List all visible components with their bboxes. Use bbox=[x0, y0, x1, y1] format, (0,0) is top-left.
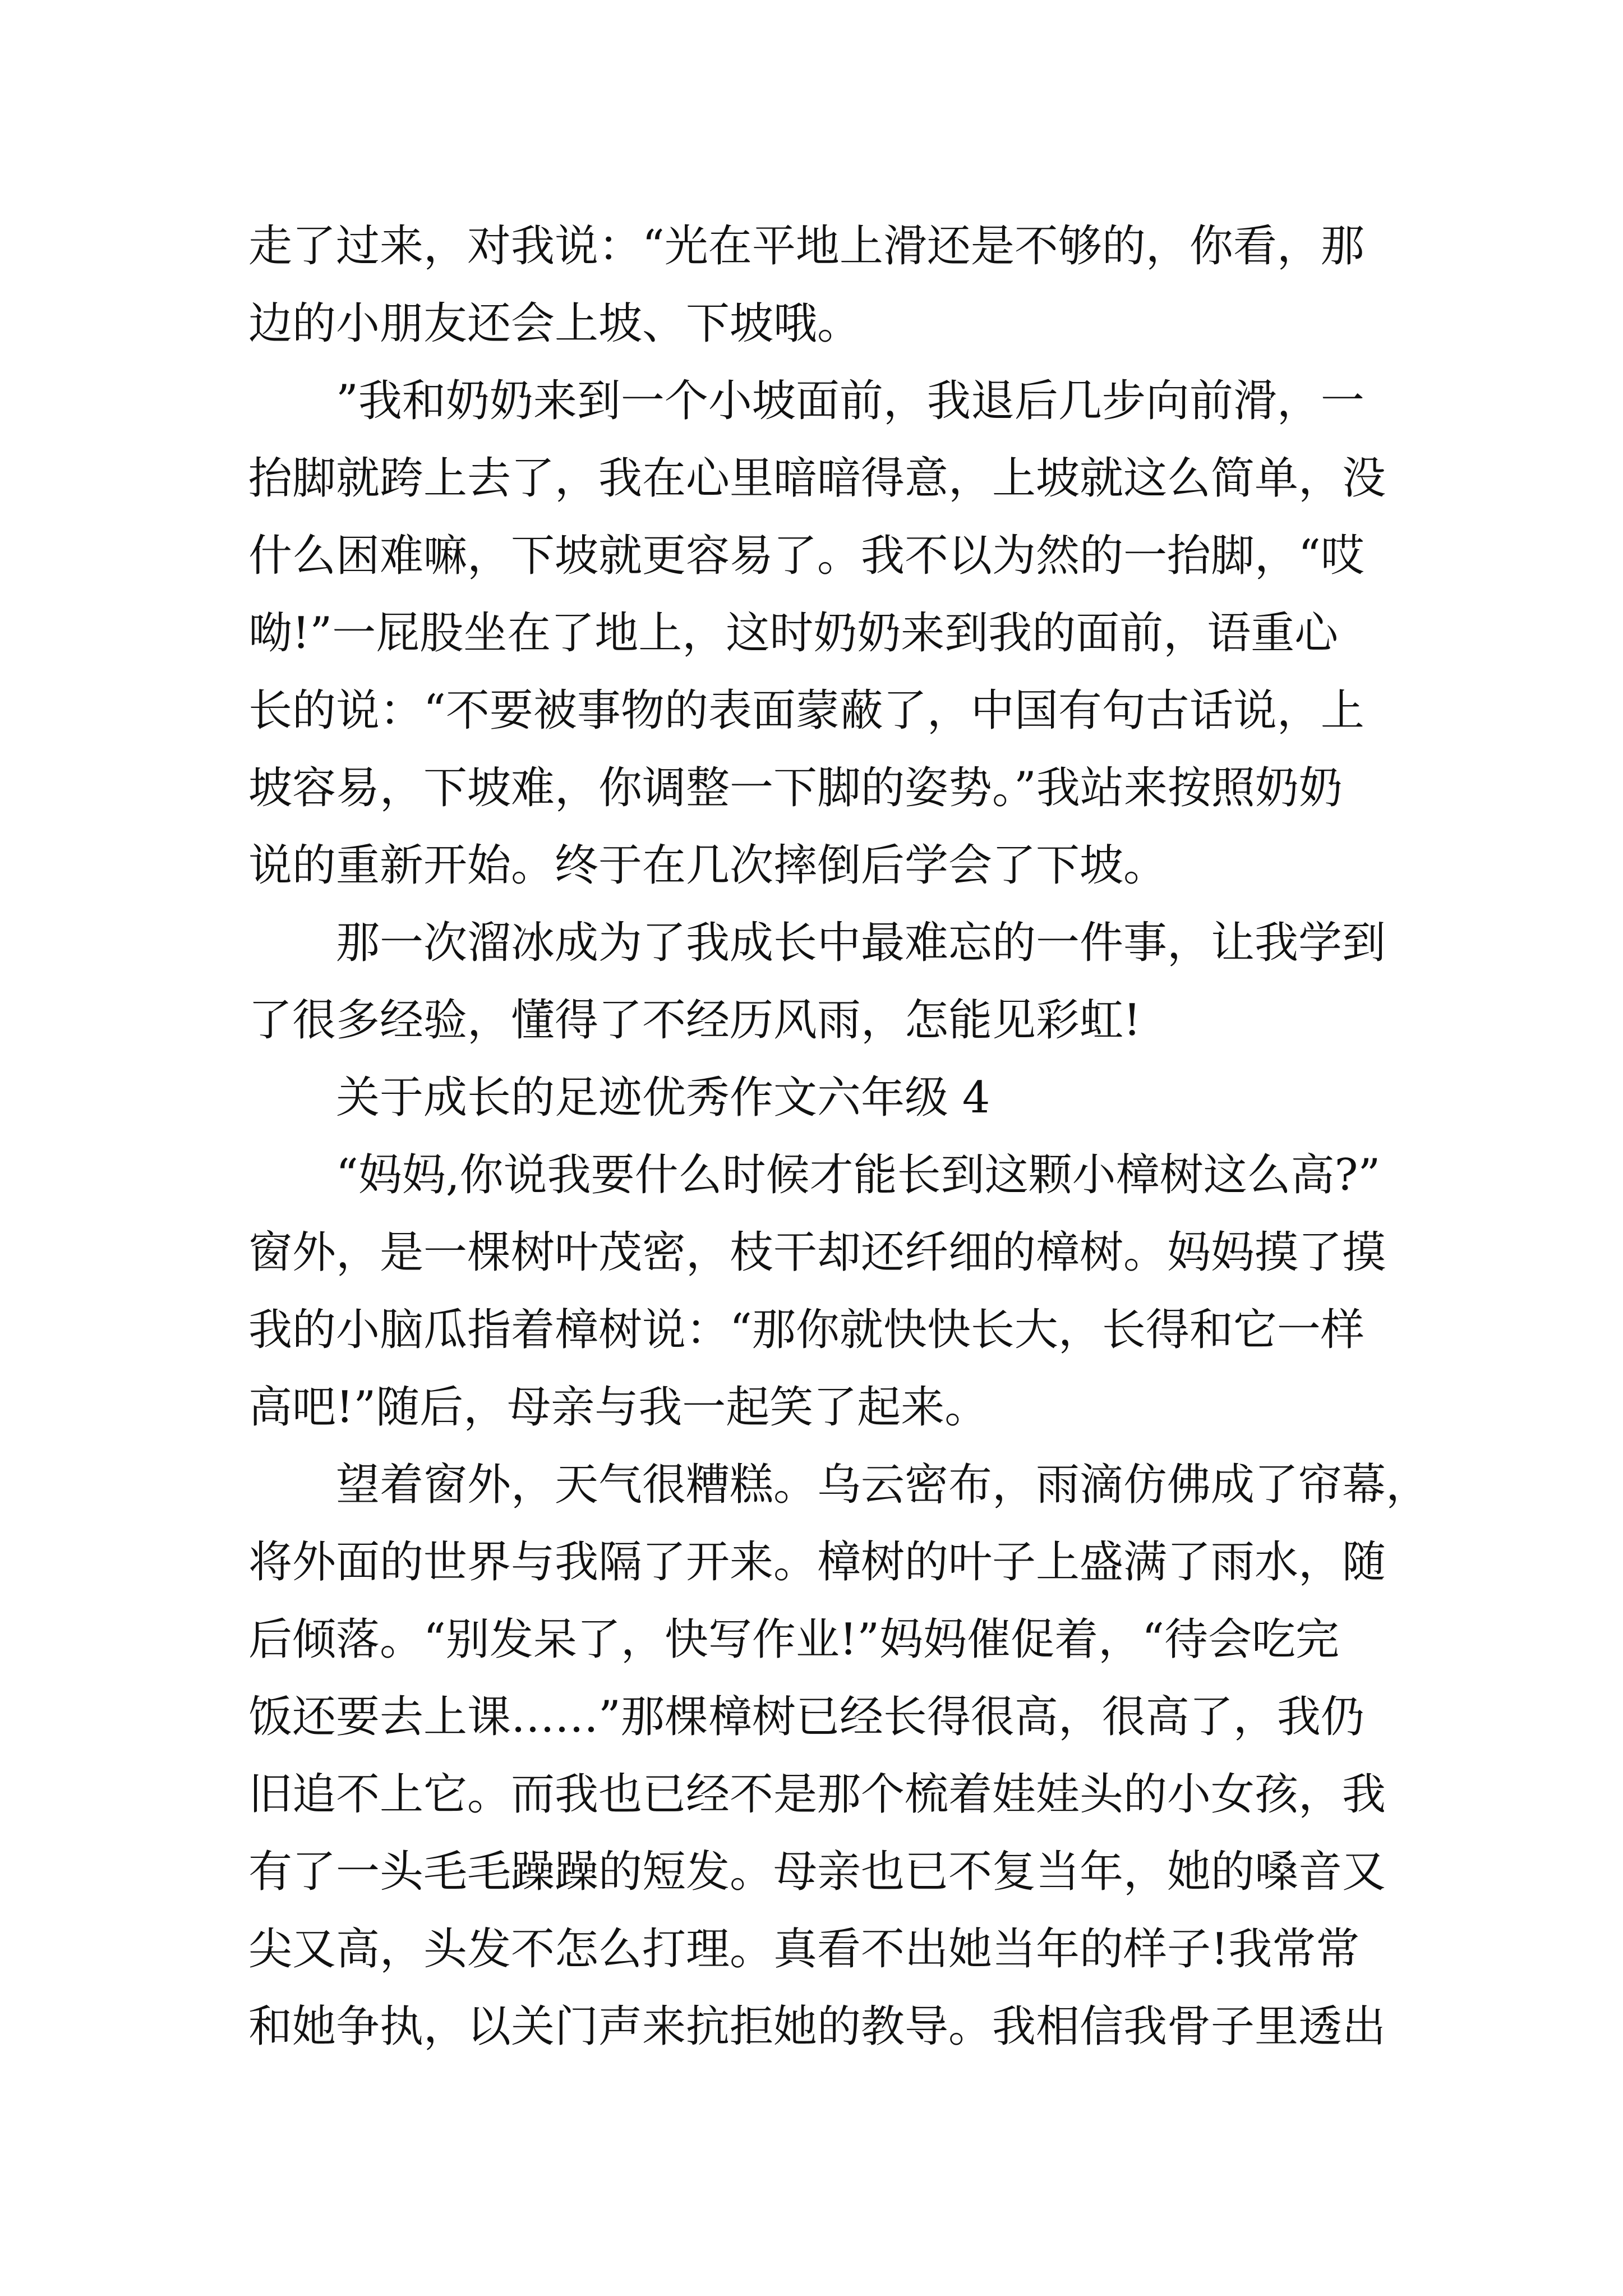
text-line: 将外面的世界与我隔了开来。樟树的叶子上盛满了雨水，随 bbox=[248, 1537, 1386, 1588]
text-line: 走了过来，对我说：“光在平地上滑还是不够的，你看，那 bbox=[248, 221, 1364, 272]
text-line: 那一次溜冰成为了我成长中最难忘的一件事，让我学到 bbox=[248, 918, 1386, 968]
text-line: 后倾落。“别发呆了，快写作业!”妈妈催促着，“待会吃完 bbox=[248, 1614, 1339, 1665]
text-line: 了很多经验，懂得了不经历风雨，怎能见彩虹! bbox=[248, 995, 1141, 1046]
body-text bbox=[248, 208, 1430, 2065]
text-line: 高吧!”随后，母亲与我一起笑了起来。 bbox=[248, 1382, 989, 1433]
text-line: 尖又高，头发不怎么打理。真看不出她当年的样子!我常常 bbox=[248, 1924, 1360, 1975]
text-line: 窗外，是一棵树叶茂密，枝干却还纤细的樟树。妈妈摸了摸 bbox=[248, 1227, 1386, 1278]
text-line: 长的说：“不要被事物的表面蒙蔽了，中国有句古话说，上 bbox=[248, 685, 1364, 736]
text-line: 边的小朋友还会上坡、下坡哦。 bbox=[248, 298, 861, 349]
text-line: 和她争执，以关门声来抗拒她的教导。我相信我骨子里透出 bbox=[248, 2001, 1386, 2052]
text-line: 旧追不上它。而我也已经不是那个梳着娃娃头的小女孩，我 bbox=[248, 1769, 1386, 1820]
section-heading: 关于成长的足迹优秀作文六年级 4 bbox=[248, 1073, 990, 1123]
text-line: “妈妈,你说我要什么时候才能长到这颗小樟树这么高?” bbox=[248, 1150, 1381, 1200]
text-line: 呦!”一屁股坐在了地上，这时奶奶来到我的面前，语重心 bbox=[248, 608, 1339, 659]
text-line: 有了一头毛毛躁躁的短发。母亲也已不复当年，她的嗓音又 bbox=[248, 1847, 1386, 1897]
text-line: 饭还要去上课……”那棵樟树已经长得很高，很高了，我仍 bbox=[248, 1692, 1364, 1742]
text-line: ”我和奶奶来到一个小坡面前，我退后几步向前滑，一 bbox=[248, 376, 1364, 426]
text-line: 什么困难嘛，下坡就更容易了。我不以为然的一抬脚，“哎 bbox=[248, 531, 1364, 581]
text-line: 我的小脑瓜指着樟树说：“那你就快快长大，长得和它一样 bbox=[248, 1305, 1364, 1355]
text-line: 说的重新开始。终于在几次摔倒后学会了下坡。 bbox=[248, 840, 1168, 891]
text-line: 坡容易，下坡难，你调整一下脚的姿势。”我站来按照奶奶 bbox=[248, 763, 1343, 813]
text-line: 望着窗外，天气很糟糕。乌云密布，雨滴仿佛成了帘幕， bbox=[248, 1460, 1430, 1510]
text-line: 抬脚就跨上去了，我在心里暗暗得意，上坡就这么简单，没 bbox=[248, 453, 1386, 504]
